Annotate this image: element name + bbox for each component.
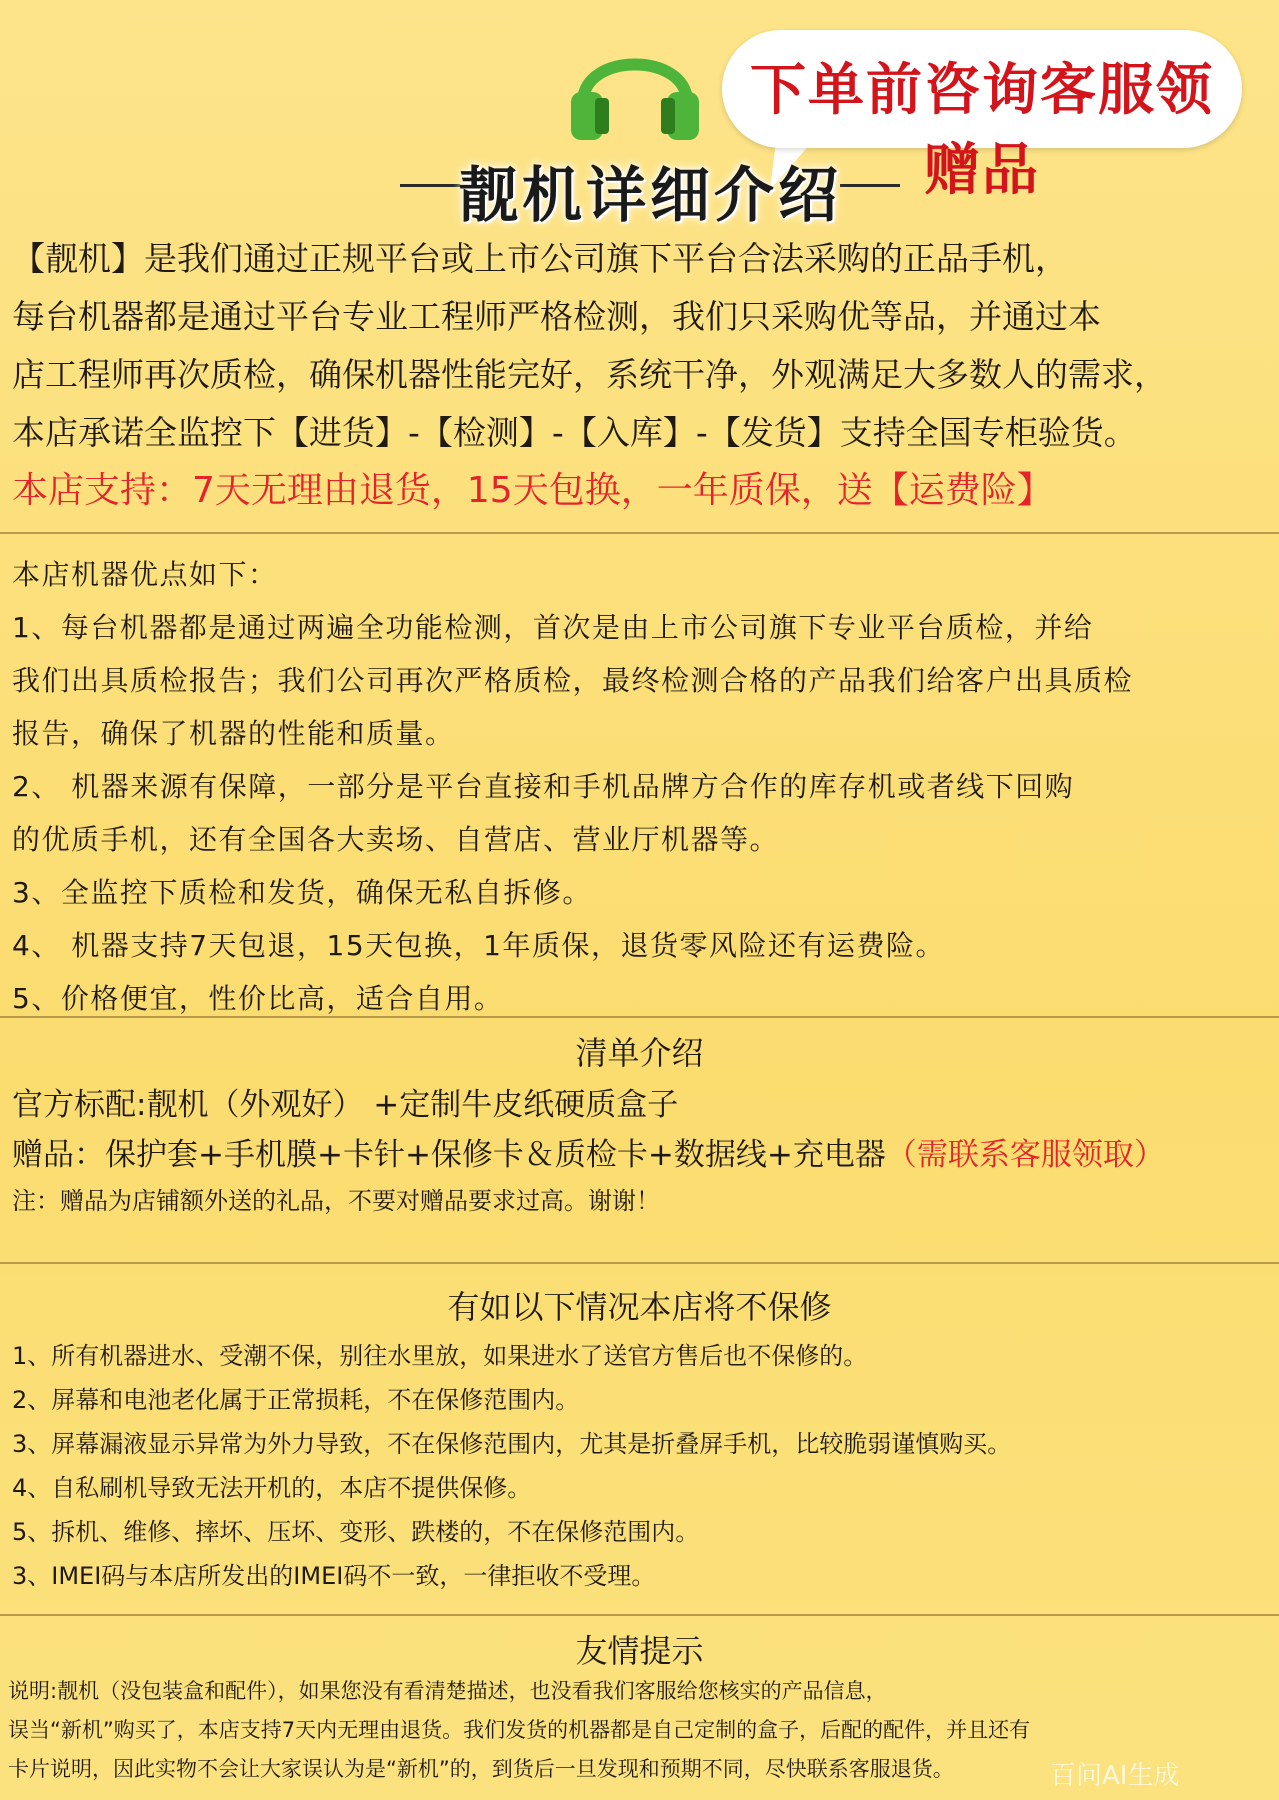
package-gifts-note: （需联系客服领取） [885,1137,1165,1173]
package-gifts-line [12,1130,1272,1180]
advantage-line: 报告，确保了机器的性能和质量。 [12,717,455,750]
page-title: 靓机详细介绍 [458,161,842,231]
tips-line: 卡片说明，因此实物不会让大家误认为是“新机”的，到货后一旦发现和预期不同，尽快联系客服退货。 [8,1757,954,1781]
warranty-line: 5、拆机、维修、摔坏、压坏、变形、跌楼的，不在保修范围内。 [12,1518,700,1546]
warranty-line: 2、屏幕和电池老化属于正常损耗，不在保修范围内。 [12,1386,580,1414]
tips-title: 友情提示 [575,1632,704,1670]
warranty-line: 3、IMEI码与本店所发出的IMEI码不一致，一律拒收不受理。 [12,1562,656,1590]
warranty-line: 1、所有机器进水、受潮不保，别往水里放，如果进水了送官方售后也不保修的。 [12,1342,868,1370]
package-gifts: 赠品：保护套+手机膜+卡针+保修卡＆质检卡+数据线+充电器 [12,1137,886,1173]
divider [0,1614,1279,1616]
watermark: 百问AI生成 [1050,1761,1180,1791]
tips-line: 误当“新机”购买了，本店支持7天内无理由退货。我们发货的机器都是自己定制的盒子，后配的配件，并且还有 [8,1718,1031,1742]
intro-line: 本店承诺全监控下【进货】-【检测】-【入库】-【发货】支持全国专柜验货。 [12,413,1137,452]
package-standard: 官方标配:靓机（外观好） +定制牛皮纸硬质盒子 [12,1087,679,1123]
divider [0,1016,1279,1018]
support-policy: 本店支持：7天无理由退货，15天包换，一年质保，送【运费险】 [12,470,1053,511]
advantage-line: 的优质手机，还有全国各大卖场、自营店、营业厅机器等。 [12,823,780,856]
advantages-heading: 本店机器优点如下： [12,558,278,591]
tips-line: 说明:靓机（没包装盒和配件），如果您没有看清楚描述，也没看我们客服给您核实的产品信息， [8,1679,887,1703]
advantage-line: 5、价格便宜，性价比高，适合自用。 [12,982,504,1015]
package-note: 注：赠品为店铺额外送的礼品，不要对赠品要求过高。谢谢！ [12,1187,660,1215]
advantage-line: 1、每台机器都是通过两遍全功能检测，首次是由上市公司旗下专业平台质检，并给 [12,611,1094,644]
intro-line: 【靓机】是我们通过正规平台或上市公司旗下平台合法采购的正品手机， [12,239,1068,278]
advantage-line: 4、 机器支持7天包退，15天包换，1年质保，退货零风险还有运费险。 [12,929,945,962]
intro-line: 每台机器都是通过平台专业工程师严格检测，我们只采购优等品，并通过本 [12,297,1101,336]
package-section [12,1080,1272,1222]
advantage-line: 2、 机器来源有保障，一部分是平台直接和手机品牌方合作的库存机或者线下回购 [12,770,1075,803]
package-title: 清单介绍 [575,1034,704,1072]
warranty-section [12,1334,1272,1598]
warranty-line: 3、屏幕漏液显示异常为外力导致，不在保修范围内，尤其是折叠屏手机，比较脆弱谨慎购买。 [12,1430,1012,1458]
warranty-title: 有如以下情况本店将不保修 [447,1288,832,1326]
intro-line: 店工程师再次质检，确保机器性能完好，系统干净，外观满足大多数人的需求， [12,355,1167,394]
divider [0,532,1279,534]
intro-section [12,230,1272,520]
headphone-icon [565,24,705,144]
divider [0,1262,1279,1264]
warranty-line: 4、自私刷机导致无法开机的，本店不提供保修。 [12,1474,532,1502]
advantage-line: 3、全监控下质检和发货，确保无私自拆修。 [12,876,592,909]
bubble-text: 下单前咨询客服领赠品 [750,58,1214,203]
advantage-line: 我们出具质检报告；我们公司再次严格质检，最终检测合格的产品我们给客户出具质检 [12,664,1134,697]
advantages-section [12,548,1272,1025]
